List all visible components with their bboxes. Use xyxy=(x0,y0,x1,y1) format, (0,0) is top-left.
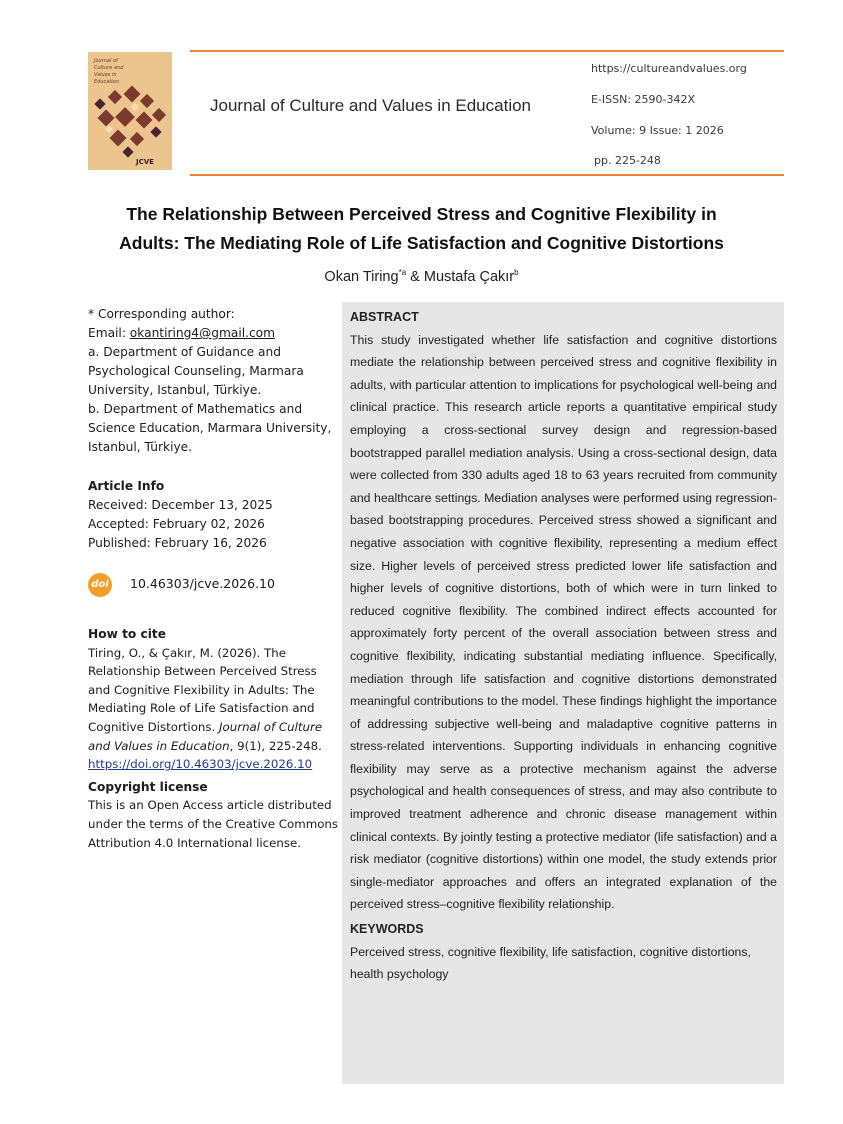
article-title-line2: Adults: The Mediating Role of Life Satisfaction and Cognitive Distortions xyxy=(119,233,724,253)
email-link[interactable]: okantiring4@gmail.com xyxy=(129,326,276,340)
author-separator: & xyxy=(406,268,424,285)
article-title xyxy=(40,200,803,258)
keywords-text: Perceived stress, cognitive flexibility, life satisfaction, cognitive distortions, health psychology xyxy=(350,944,751,982)
cover-logo-text: JCVE xyxy=(136,158,154,166)
citation-doi-link[interactable]: https://doi.org/10.46303/jcve.2026.10 xyxy=(88,757,313,772)
author-2: Mustafa Çakır xyxy=(423,268,515,285)
svg-text:Values in: Values in xyxy=(94,72,117,78)
citation-text: Tiring, O., & Çakır, M. (2026). The Relationship Between Perceived Stress and Cognitive Flexibility in Adults: The Mediating Role of Life Satisfaction and Cognitive Distortions. xyxy=(88,645,317,734)
journal-volume-issue: Volume: 9 Issue: 1 2026 xyxy=(591,124,724,137)
article-title-line1: The Relationship Between Perceived Stress and Cognitive Flexibility in xyxy=(126,204,717,224)
how-to-cite-block xyxy=(88,625,340,852)
svg-text:Journal of: Journal of xyxy=(94,58,118,64)
author-2-affil: b xyxy=(514,268,519,277)
header-rule-top xyxy=(190,50,784,52)
citation-journal: Journal of Culture and Values in Education xyxy=(88,719,323,753)
how-to-cite-heading: How to cite xyxy=(88,627,167,641)
journal-cover-image xyxy=(88,52,172,170)
published-date: Published: February 16, 2026 xyxy=(88,536,267,550)
copyright-heading: Copyright license xyxy=(88,779,208,794)
svg-text:Culture and: Culture and xyxy=(94,65,124,71)
abstract-panel xyxy=(342,302,784,1084)
affiliation-b: b. Department of Mathematics and Science Education, Marmara University, Istanbul, Türkiye. xyxy=(88,402,332,454)
abstract-text: This study investigated whether life satisfaction and cognitive distortions mediate the relationship between perceived stress and cognitive flexibility in adults, with particular attention to implications for psychological well-being and clinical practice. This research article reports a quantitative empirical study employing a cross-sectional survey design and regression-based bootstrapped parallel mediation analysis. Using a cross-sectional design, data were collected from 330 adults aged 18 to 63 years recruited from community and healthcare settings. Mediation analyses were performed using regression-based bootstrapping procedures. Perceived stress showed a significant and negative association with cognitive flexibility, representing a medium effect size. Higher levels of perceived stress predicted lower life satisfaction and higher levels of cognitive distortions, both of which were in turn linked to reduced cognitive flexibility. The combined indirect effects accounted for approximately forty percent of the overall association between stress and cognitive flexibility, indicating substantial mediating influence. Specifically, mediation through life satisfaction and cognitive distortions demonstrated meaningful contributions to the model. These findings highlight the importance of addressing subjective well-being and maladaptive cognitive patterns in stress-related interventions. Supporting individuals in enhancing cognitive flexibility may serve as a protective mechanism against the adverse psychological and health consequences of stress, and may also contribute to improved treatment adherence and chronic disease management within clinical contexts. By jointly testing a protective mediator (life satisfaction) and a risk mediator (cognitive distortions) within one model, the study extends prior single-mediator approaches and offers an integrated explanation of the perceived stress–cognitive flexibility relationship. xyxy=(350,332,777,912)
svg-text:Education: Education xyxy=(94,79,119,85)
cover-art xyxy=(88,52,172,170)
authors xyxy=(0,268,843,285)
corresponding-author-label: * Corresponding author: xyxy=(88,307,235,321)
author-1: Okan Tiring xyxy=(324,268,399,285)
citation-volume: , 9(1), 225-248. xyxy=(229,738,322,753)
abstract-heading: ABSTRACT xyxy=(350,310,419,324)
article-info-heading: Article Info xyxy=(88,479,165,493)
doi-number[interactable]: 10.46303/jcve.2026.10 xyxy=(130,576,275,591)
affiliation-a: a. Department of Guidance and Psychological Counseling, Marmara University, Istanbul, Türkiye. xyxy=(88,345,304,397)
header-rule-bottom xyxy=(190,174,784,176)
copyright-text: This is an Open Access article distributed under the terms of the Creative Commons Attribution 4.0 International license. xyxy=(88,798,339,850)
received-date: Received: December 13, 2025 xyxy=(88,498,273,512)
journal-pages: pp. 225-248 xyxy=(594,154,661,167)
author-1-affil: *a xyxy=(398,268,407,277)
article-info-block xyxy=(88,477,340,553)
doi-icon: doi xyxy=(88,573,112,597)
journal-eissn: E-ISSN: 2590-342X xyxy=(591,93,696,106)
email-label: Email: xyxy=(88,326,130,340)
doi-row xyxy=(88,573,340,597)
keywords-heading: KEYWORDS xyxy=(350,922,424,937)
accepted-date: Accepted: February 02, 2026 xyxy=(88,517,265,531)
journal-name: Journal of Culture and Values in Education xyxy=(210,96,531,115)
journal-url[interactable]: https://cultureandvalues.org xyxy=(591,62,747,75)
author-info-block xyxy=(88,305,340,457)
